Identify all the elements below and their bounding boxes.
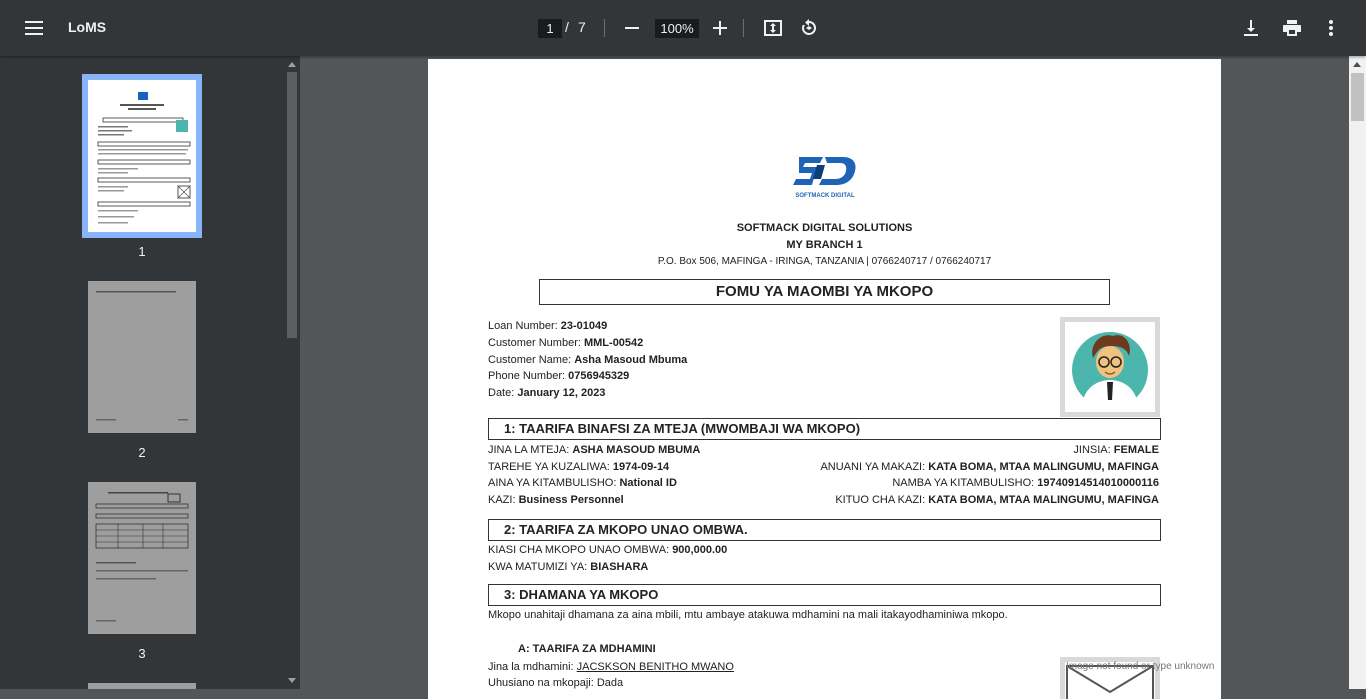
jina-row: JINA LA MTEJA: ASHA MASOUD MBUMA (488, 444, 701, 456)
mdhamini-heading: A: TAARIFA ZA MDHAMINI (518, 643, 656, 655)
customer-photo (1060, 317, 1160, 417)
scroll-up-arrow[interactable] (288, 62, 296, 67)
customer-number-row: Customer Number: MML-00542 (488, 337, 644, 349)
branch-name: MY BRANCH 1 (786, 239, 863, 251)
section-loan-info: 2: TAARIFA ZA MKOPO UNAO OMBWA. (488, 519, 1161, 541)
uhusiano-row: Uhusiano na mkopaji: Dada (488, 677, 624, 689)
loan-number-row: Loan Number: 23-01049 (488, 320, 608, 332)
print-icon[interactable] (1274, 10, 1310, 46)
anuani-row: ANUANI YA MAKAZI: KATA BOMA, MTAA MALINGUMU, MAFINGA (820, 461, 1159, 473)
broken-image-placeholder (1060, 657, 1215, 699)
phone-row: Phone Number: 0756945329 (488, 370, 630, 382)
kituo-row: KITUO CHA KAZI: KATA BOMA, MTAA MALINGUMU, MAFINGA (835, 494, 1159, 506)
fit-page-icon[interactable] (755, 10, 791, 46)
aina-row: AINA YA KITAMBULISHO: National ID (488, 477, 677, 489)
company-address: P.O. Box 506, MAFINGA - IRINGA, TANZANIA | 0766240717 / 0766240717 (657, 256, 992, 267)
thumbnail-page-1-selected[interactable] (82, 74, 202, 238)
company-logo (791, 153, 859, 203)
zoom-in-button[interactable] (702, 10, 738, 46)
scrollbar-thumb[interactable] (1351, 73, 1364, 121)
thumbnail-page-4[interactable] (88, 683, 196, 689)
scroll-up-arrow[interactable] (1353, 62, 1361, 67)
mdhamini-row: Jina la mdhamini: JACSKSON BENITHO MWANO (488, 661, 734, 673)
total-pages: 7 (578, 19, 586, 35)
page-separator: / (565, 19, 569, 35)
pdf-page (428, 59, 1221, 699)
scroll-down-arrow[interactable] (288, 678, 296, 683)
rotate-icon[interactable] (791, 10, 827, 46)
section-personal-info: 1: TAARIFA BINAFSI ZA MTEJA (MWOMBAJI WA MKOPO) (488, 418, 1161, 440)
namba-row: NAMBA YA KITAMBULISHO: 19740914514010000116 (892, 477, 1159, 489)
image-error-text: Image not found or type unknown (1066, 661, 1215, 672)
toolbar-divider (604, 19, 605, 37)
pdf-toolbar (0, 0, 1366, 56)
page-number-input[interactable]: 1 (538, 19, 562, 38)
jinsia-row: JINSIA: FEMALE (1073, 444, 1159, 456)
thumbnail-page-3[interactable] (88, 482, 196, 634)
scrollbar-thumb[interactable] (287, 72, 297, 338)
download-icon[interactable] (1233, 10, 1269, 46)
thumbnail-label: 2 (138, 445, 146, 460)
section-collateral: 3: DHAMANA YA MKOPO (488, 584, 1161, 606)
sidebar-scrollbar[interactable] (284, 56, 300, 689)
thumbnail-page-2[interactable] (88, 281, 196, 433)
date-row: Date: January 12, 2023 (488, 387, 606, 399)
company-name: SOFTMACK DIGITAL SOLUTIONS (736, 222, 913, 234)
kiasi-row: KIASI CHA MKOPO UNAO OMBWA: 900,000.00 (488, 544, 728, 556)
thumbnail-sidebar (0, 56, 284, 689)
menu-icon[interactable] (16, 10, 52, 46)
thumbnail-label: 1 (138, 244, 146, 259)
thumbnail-label: 3 (138, 646, 146, 661)
zoom-out-button[interactable] (614, 10, 650, 46)
form-title: FOMU YA MAOMBI YA MKOPO (539, 279, 1110, 305)
kazi-row: KAZI: Business Personnel (488, 494, 624, 506)
document-scrollbar[interactable] (1349, 56, 1366, 689)
toolbar-divider (743, 19, 744, 37)
customer-name-row: Customer Name: Asha Masoud Mbuma (488, 354, 688, 366)
zoom-input[interactable]: 100% (655, 19, 699, 38)
logo-text: SOFTMACK DIGITAL (795, 193, 855, 199)
more-options-icon[interactable] (1313, 10, 1349, 46)
dhamana-text: Mkopo unahitaji dhamana za aina mbili, mtu ambaye atakuwa mdhamini na mali itakayodhaminiwa mkopo. (488, 609, 1008, 621)
matumizi-row: KWA MATUMIZI YA: BIASHARA (488, 561, 649, 573)
document-title: LoMS (68, 19, 107, 35)
thumbnail-page-1 (88, 80, 196, 232)
tarehe-row: TAREHE YA KUZALIWA: 1974-09-14 (488, 461, 670, 473)
